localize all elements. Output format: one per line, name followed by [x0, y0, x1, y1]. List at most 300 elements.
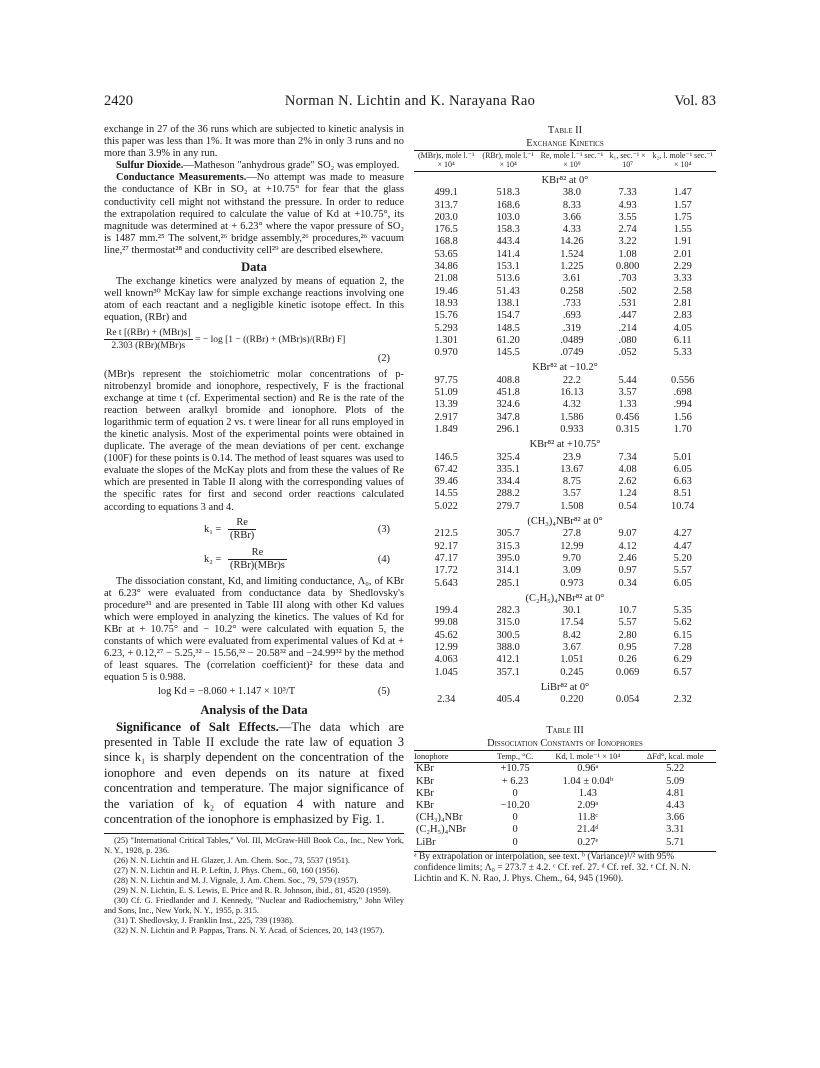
footnote: (27) N. N. Lichtin and H. P. Leftin, J. Phys. Chem., 60, 160 (1956).	[114, 866, 340, 876]
equation-numerator: Re	[228, 547, 287, 560]
table-cell: 16.13	[560, 387, 584, 399]
table-cell: 0.258	[560, 285, 584, 297]
table-cell: 3.09	[562, 565, 581, 577]
column-header: Re, mole l.⁻¹ sec.⁻¹ × 10⁹	[538, 151, 606, 172]
table-cell: 324.6	[496, 399, 520, 411]
table-cell: 8.75	[562, 476, 581, 488]
table-cell: .0749	[560, 347, 584, 359]
table-cell: 51.43	[496, 285, 520, 297]
table-cell: 3.66	[562, 211, 581, 223]
table-cell: 103.0	[496, 211, 520, 223]
table-row	[414, 476, 716, 488]
table-row	[414, 837, 716, 849]
footnote: (30) Cf. G. Friedlander and J. Kennedy, "Nuclear and Radiochemistry," John Wiley and Sons, Inc., New York, N. Y., 1955, p. 315.	[104, 896, 404, 916]
right-column	[414, 124, 716, 885]
paragraph-text: —Matheson "anhydrous grade" SO₂ was employed.	[183, 160, 400, 172]
table-cell: 1.508	[560, 500, 584, 512]
table-cell: 347.8	[496, 411, 520, 423]
table-cell: 288.2	[496, 488, 520, 500]
table-cell: 0.34	[618, 577, 637, 589]
table-row	[414, 412, 716, 424]
table-cell: 168.6	[496, 199, 520, 211]
table-cell: 45.62	[434, 629, 458, 641]
table-cell: .531	[618, 297, 637, 309]
table-cell: 4.05	[673, 322, 692, 334]
table-cell: 2.81	[673, 297, 692, 309]
table-cell: 1.55	[673, 224, 692, 236]
equation-fraction	[228, 547, 287, 572]
table-cell: 513.6	[496, 273, 520, 285]
column-header: k₁, sec.⁻¹ × 10⁷	[606, 151, 650, 172]
footnote: (29) N. N. Lichtin, E. S. Lewis, E. Price and R. R. Johnson, ibid., 81, 4520 (1959).	[114, 886, 391, 896]
table-cell: 23.9	[562, 451, 581, 463]
table-cell: 0	[512, 836, 518, 848]
table-cell: 0.933	[560, 423, 584, 435]
table-cell: 203.0	[434, 211, 458, 223]
table-cell: 5.44	[618, 374, 637, 386]
table-cell: 5.33	[673, 347, 692, 359]
table-cell: 6.15	[673, 629, 692, 641]
table-3-title: Dissociation Constants of Ionophores	[487, 738, 643, 750]
table-cell: 38.0	[562, 187, 581, 199]
table-cell: 315.0	[496, 617, 520, 629]
table-cell: 1.04 ± 0.04ᵇ	[562, 775, 614, 787]
table-cell: 212.5	[434, 528, 458, 540]
equation-numerator: Re	[228, 517, 256, 530]
table-cell: 7.28	[673, 641, 692, 653]
equation-denominator: (RBr)(MBr)s	[230, 559, 285, 571]
table-cell: 176.5	[434, 224, 458, 236]
table-cell: 499.1	[434, 187, 458, 199]
table-row	[414, 812, 716, 824]
paragraph-text: —The data which are presented in Table II exclude the rate law of equation 3 since k₁ is sharply dependent on the concentration of the ionophore and even depends on its nature at fixed concentration and temperature. The major significance of the variation of k₂ of equation 4 with nature and concentration of the ionophore is emphasized by Fig. 1.	[104, 719, 404, 826]
table-body	[414, 172, 716, 707]
table-cell: 285.1	[496, 577, 520, 589]
equation-numerator: Re t [(RBr) + (MBr)s]	[104, 327, 193, 340]
equation-number: (3)	[377, 523, 390, 535]
table-cell: 67.42	[434, 463, 458, 475]
table-cell: 1.70	[673, 423, 692, 435]
table-cell: 5.62	[673, 617, 692, 629]
table-cell: 34.86	[434, 261, 458, 273]
table-row	[414, 788, 716, 800]
equation-3	[104, 516, 404, 544]
table-cell: 5.09	[666, 775, 685, 787]
table-cell: 4.81	[666, 787, 685, 799]
table-cell: .994	[673, 399, 692, 411]
dissociation-constants-table	[414, 750, 716, 848]
table-row	[414, 553, 716, 565]
table-cell: 4.12	[618, 540, 637, 552]
table-cell: 296.1	[496, 423, 520, 435]
table-cell: 1.524	[560, 248, 584, 260]
table-row	[414, 298, 716, 310]
table-cell: 2.917	[434, 411, 458, 423]
table-cell: 146.5	[434, 451, 458, 463]
table-cell: 10.74	[671, 500, 695, 512]
table-cell: 300.5	[496, 629, 520, 641]
table-cell: 0.220	[560, 694, 584, 706]
table-cell: 12.99	[434, 641, 458, 653]
table-cell: .0489	[560, 334, 584, 346]
table-row	[414, 776, 716, 788]
table-row	[414, 605, 716, 617]
table-cell: KBr	[416, 787, 434, 799]
running-header	[104, 93, 716, 109]
table-cell: 138.1	[496, 297, 520, 309]
table-cell: 4.43	[666, 800, 685, 812]
table-cell: 27.8	[562, 528, 581, 540]
table-cell: (CH₃)₄NBr	[416, 812, 463, 824]
footnote: (32) N. N. Lichtin and P. Pappas, Trans. N. Y. Acad. of Sciences, 20, 143 (1957).	[114, 926, 385, 936]
table-cell: 6.05	[673, 577, 692, 589]
table-cell: 4.47	[673, 540, 692, 552]
equation-denominator: 2.303 (RBr)(MBr)s	[111, 340, 186, 351]
table-row	[414, 224, 716, 236]
table-cell: .693	[562, 310, 581, 322]
table-cell: 5.01	[673, 451, 692, 463]
table-cell: 5.71	[666, 836, 685, 848]
table-cell: 395.0	[496, 552, 520, 564]
table-cell: 0.245	[560, 666, 584, 678]
left-column	[104, 124, 404, 936]
table-cell: 7.34	[618, 451, 637, 463]
column-header: (MBr)s, mole l.⁻¹ × 10⁴	[414, 151, 478, 172]
table-row	[414, 424, 716, 436]
table-cell: 2.80	[618, 629, 637, 641]
table-row	[414, 528, 716, 540]
table-cell: 154.7	[496, 310, 520, 322]
table-cell: 282.3	[496, 605, 520, 617]
table-cell: 2.83	[673, 310, 692, 322]
table-section-heading	[414, 359, 716, 374]
volume-label: Vol. 83	[674, 93, 716, 109]
table-cell: 3.57	[618, 387, 637, 399]
equation-5	[104, 686, 404, 700]
column-header: Ionophore	[414, 751, 489, 763]
table-row	[414, 335, 716, 347]
table-section-heading	[414, 590, 716, 605]
equation-denominator: (RBr)	[230, 529, 255, 541]
table-cell: 4.32	[562, 399, 581, 411]
table-cell: 2.46	[618, 552, 637, 564]
table-row	[414, 236, 716, 248]
table-row	[414, 654, 716, 666]
table-cell: 61.20	[496, 334, 520, 346]
table-cell: 13.67	[560, 463, 584, 475]
table-row	[414, 578, 716, 590]
paragraph: The exchange kinetics were analyzed by means of equation 2, the well known³⁰ McKay law for simple exchange reactions involving one atom of each reactant and a negligible kinetic isotope effect. In this equation, (RBr) and	[104, 276, 404, 324]
table-cell: 0.069	[615, 666, 640, 678]
table-cell: 1.301	[434, 334, 458, 346]
table-row	[414, 273, 716, 285]
table-row	[414, 464, 716, 476]
table-cell: 8.33	[562, 199, 581, 211]
table-cell: 10.7	[618, 605, 637, 617]
table-cell: 0.556	[671, 374, 695, 386]
equation-lhs: k₁ =	[204, 523, 222, 535]
table-cell: 0.315	[615, 423, 640, 435]
table-row	[414, 824, 716, 836]
section-title: (C₂H₅)₄NBr⁸² at 0°	[525, 592, 605, 604]
table-cell: 4.93	[618, 199, 637, 211]
page-number: 2420	[104, 93, 133, 109]
table-cell: 279.7	[496, 500, 520, 512]
section-title: KBr⁸² at −10.2°	[532, 362, 598, 374]
table-cell: 53.65	[434, 248, 458, 260]
table-cell: 6.57	[673, 666, 692, 678]
table-cell: 1.75	[673, 211, 692, 223]
table-cell: 5.643	[434, 577, 458, 589]
table-row	[414, 565, 716, 577]
table-cell: 1.586	[560, 411, 584, 423]
table-row	[414, 387, 716, 399]
section-heading-data: Data	[241, 260, 267, 275]
equation-lhs: k₂ =	[204, 553, 222, 565]
table-cell: 1.849	[434, 423, 458, 435]
table-cell: 17.54	[560, 617, 584, 629]
table-cell: 14.26	[560, 236, 584, 248]
table-cell: 8.42	[562, 629, 581, 641]
column-header: (RBr), mole l.⁻¹ × 10⁴	[478, 151, 538, 172]
table-cell: 1.08	[618, 248, 637, 260]
table-cell: +10.75	[500, 763, 530, 775]
table-body	[414, 763, 716, 849]
table-cell: 1.225	[560, 261, 584, 273]
paragraph: (MBr)s represent the stoichiometric molar concentrations of p-nitrobenzyl bromide and ionophore, respectively, F is the fractional exchange at time t (cf. Experimental section) and Re is the rate of the reaction between aralkyl bromide and ionophore. Plots of the logarithmic term of equation 2 vs. t were linear for all runs employed in the kinetic analysis. Most of the experimental points were obtained in duplicate. The average of the mean deviations of per cent. exchange (100F) for these points is 0.14. The method of least squares was used to evaluate the slopes of the McKay plots and from these the values of Re which are presented in Table II along with the corresponding values of the specific rates for first and second order reactions calculated according to equations 3 and 4.	[104, 368, 404, 513]
equation-fraction	[228, 517, 256, 542]
paragraph-text: —No attempt was made to measure the conductance of KBr in SO₂ at +10.75° for fear that the glass conductivity cell might not withstand the pressure. In order to reduce the extrapolation required to calculate the value of Kd at +10.75°, its magnitude was determined at + 6.23° where the vapor pressure of SO₂ is 1487 mm.²⁵ The solvent,²⁶ bridge assembly,²⁶ procedures,²⁶ vacuum line,²⁷ thermostat²⁸ and conductivity cell²⁹ are described elsewhere.	[104, 172, 404, 256]
table-cell: 313.7	[434, 199, 458, 211]
table-cell: 1.24	[618, 488, 637, 500]
table-cell: 199.4	[434, 605, 458, 617]
table-cell: −10.20	[500, 800, 530, 812]
table-cell: 305.7	[496, 528, 520, 540]
table-section-heading	[414, 436, 716, 451]
table-cell: .447	[618, 310, 637, 322]
table-cell: 314.1	[496, 565, 520, 577]
table-cell: .733	[562, 297, 581, 309]
table-cell: KBr	[416, 800, 434, 812]
table-cell: + 6.23	[501, 775, 529, 787]
section-title: KBr⁸² at 0°	[541, 175, 589, 186]
table-cell: 22.2	[562, 374, 581, 386]
table-row	[414, 212, 716, 224]
table-cell: 6.63	[673, 476, 692, 488]
equation-number: (2)	[377, 352, 390, 364]
table-cell: 4.08	[618, 463, 637, 475]
table-cell: 2.58	[673, 285, 692, 297]
table-row	[414, 800, 716, 812]
table-cell: 8.51	[673, 488, 692, 500]
table-row	[414, 501, 716, 513]
table-cell: 518.3	[496, 187, 520, 199]
table-cell: 6.11	[673, 334, 692, 346]
table-cell: 3.61	[562, 273, 581, 285]
table-row	[414, 323, 716, 335]
table-cell: 5.35	[673, 605, 692, 617]
table-cell: 11.8ᶜ	[577, 812, 599, 824]
equation-body: log Kd = −8.060 + 1.147 × 10³/T	[158, 686, 296, 698]
table-row	[414, 310, 716, 322]
table-row	[414, 261, 716, 273]
table-cell: KBr	[416, 775, 434, 787]
table-cell: 388.0	[496, 641, 520, 653]
table-cell: 5.022	[434, 500, 458, 512]
table-cell: 47.17	[434, 552, 458, 564]
table-cell: 0.97	[618, 565, 637, 577]
table-cell: 14.55	[434, 488, 458, 500]
table-cell: 3.67	[562, 641, 581, 653]
table-cell: 9.70	[562, 552, 581, 564]
table-cell: 3.57	[562, 488, 581, 500]
run-in-heading: Sulfur Dioxide.	[116, 160, 184, 172]
footnote: (25) "International Critical Tables," Vol. III, McGraw-Hill Book Co., Inc., New York, N. Y., 1928, p. 236.	[104, 836, 404, 856]
paragraph: exchange in 27 of the 36 runs which are subjected to kinetic analysis in this paper was less than 1%. It was more than 2% in only 3 runs and no more than 3.9% in any run.	[104, 124, 404, 160]
paragraph: The dissociation constant, Kd, and limiting conductance, Λ₀, of KBr at 6.23° were evaluated from conductance data by Shedlovsky's procedure³¹ and are presented in Table III along with other Kd values which were employed in analyzing the kinetics. The values of Kd for KBr at + 10.75° and − 10.2° were calculated with equation 5, the constants of which were evaluated from experimental values of Kd at + 6.23, + 0.12,²⁷ − 5.25,³² − 15.56,³² − 20.58³² and −24.99³² by the method of least squares. The (correlation coefficient)² for these data and equation 5 is 0.988.	[104, 575, 404, 684]
table-cell: 0	[512, 824, 518, 836]
footnote: (31) T. Shedlovsky, J. Franklin Inst., 225, 739 (1938).	[114, 916, 294, 926]
table-cell: 451.8	[496, 387, 520, 399]
section-heading-analysis: Analysis of the Data	[200, 703, 308, 718]
table-cell: .698	[673, 387, 692, 399]
footnote: (28) N. N. Lichtin and M. J. Vignale, J. Am. Chem. Soc., 79, 579 (1957).	[114, 876, 359, 886]
table-cell: KBr	[416, 763, 434, 775]
table-cell: 145.5	[496, 347, 520, 359]
table-cell: 0	[512, 812, 518, 824]
equation-4	[104, 546, 404, 574]
table-cell: 3.31	[666, 824, 685, 836]
table-cell: 158.3	[496, 224, 520, 236]
table-cell: 1.57	[673, 199, 692, 211]
equation-fraction	[104, 327, 193, 352]
paragraph-sulfur-dioxide	[104, 160, 404, 172]
footnote: (26) N. N. Lichtin and H. Glazer, J. Am. Chem. Soc., 73, 5537 (1951).	[114, 856, 350, 866]
table-cell: 0.800	[615, 261, 640, 273]
table-cell: 13.39	[434, 399, 458, 411]
table-cell: 5.293	[434, 322, 458, 334]
column-header: ΔFd°, kcal. mole	[634, 751, 716, 763]
table-row	[414, 249, 716, 261]
table-cell: 0.26	[618, 654, 637, 666]
table-row	[414, 617, 716, 629]
table-cell: 0.973	[560, 577, 584, 589]
table-cell: 0.456	[615, 411, 640, 423]
table-cell: .080	[618, 334, 637, 346]
table-cell: 1.33	[618, 399, 637, 411]
table-cell: 2.34	[437, 694, 456, 706]
table-row	[414, 452, 716, 464]
equation-number: (4)	[377, 553, 390, 565]
table-cell: 408.8	[496, 374, 520, 386]
table-cell: 141.4	[496, 248, 520, 260]
table-cell: 92.17	[434, 540, 458, 552]
table-cell: 18.93	[434, 297, 458, 309]
table-cell: 39.46	[434, 476, 458, 488]
table-cell: 7.33	[618, 187, 637, 199]
table-row	[414, 763, 716, 776]
table-cell: 99.08	[434, 617, 458, 629]
table-cell: 4.27	[673, 528, 692, 540]
table-cell: 405.4	[496, 694, 520, 706]
table-cell: 148.5	[496, 322, 520, 334]
table-cell: 21.08	[434, 273, 458, 285]
table-cell: 357.1	[496, 666, 520, 678]
running-authors: Norman N. Lichtin and K. Narayana Rao	[284, 93, 536, 109]
table-cell: 6.05	[673, 463, 692, 475]
table-cell: 0.95	[618, 641, 637, 653]
table-cell: 4.33	[562, 224, 581, 236]
table-cell: 1.47	[673, 187, 692, 199]
table-cell: 0.054	[615, 694, 640, 706]
run-in-heading: Conductance Measurements.	[116, 172, 247, 184]
section-title: LiBr⁸² at 0°	[540, 681, 590, 693]
table-cell: 153.1	[496, 261, 520, 273]
table-cell: 97.75	[434, 374, 458, 386]
table-cell: 334.4	[496, 476, 520, 488]
table-row	[414, 488, 716, 500]
table-cell: 2.09ᵃ	[577, 800, 599, 812]
table-row	[414, 200, 716, 212]
table-row	[414, 286, 716, 298]
table-cell: 1.56	[673, 411, 692, 423]
table-cell: 2.32	[673, 694, 692, 706]
table-row	[414, 630, 716, 642]
table-cell: 3.22	[618, 236, 637, 248]
table-cell: 5.57	[673, 565, 692, 577]
table-cell: 325.4	[496, 451, 520, 463]
table-cell: 5.22	[666, 763, 685, 775]
table-cell: 335.1	[496, 463, 520, 475]
table-row	[414, 694, 716, 706]
table-cell: 30.1	[562, 605, 581, 617]
table-cell: 0.96ᵃ	[577, 763, 599, 775]
table-row	[414, 667, 716, 679]
table-row	[414, 375, 716, 387]
table-row	[414, 399, 716, 411]
table-cell: 15.76	[434, 310, 458, 322]
table-3-notes: ᵃ By extrapolation or interpolation, see text. ᵇ (Variance)¹/² with 95% confidence limits; Λ₀ = 273.7 ± 4.2. ᶜ Cf. ref. 27. ᵈ Cf. ref. 32. ᵉ Cf. N. N. Lichtin and K. N. Rao, J. Phys. Chem., 64, 945 (1960).	[414, 851, 716, 885]
table-cell: 12.99	[560, 540, 584, 552]
table-cell: 2.62	[618, 476, 637, 488]
table-cell: 168.8	[434, 236, 458, 248]
table-cell: 6.29	[673, 654, 692, 666]
table-cell: 0.970	[434, 347, 458, 359]
table-cell: 315.3	[496, 540, 520, 552]
table-cell: 3.55	[618, 211, 637, 223]
table-section-heading	[414, 172, 716, 188]
column-header: Kd, l. mole⁻¹ × 10⁴	[541, 751, 634, 763]
section-title: KBr⁸² at +10.75°	[529, 439, 601, 451]
table-cell: 0.54	[618, 500, 637, 512]
table-section-heading	[414, 513, 716, 528]
table-cell: 1.91	[673, 236, 692, 248]
column-header: k₂, l. mole⁻¹ sec.⁻¹ × 10⁴	[649, 151, 716, 172]
table-cell: 2.29	[673, 261, 692, 273]
table-row	[414, 642, 716, 654]
table-cell: 1.051	[560, 654, 584, 666]
table-cell: 1.43	[578, 787, 597, 799]
table-row	[414, 347, 716, 359]
exchange-kinetics-table	[414, 150, 716, 706]
table-cell: .052	[618, 347, 637, 359]
table-cell: 0	[512, 787, 518, 799]
table-section-heading	[414, 679, 716, 694]
table-cell: 2.01	[673, 248, 692, 260]
table-cell: 9.07	[618, 528, 637, 540]
table-cell: (C₂H₅)₄NBr	[416, 824, 467, 836]
table-cell: .703	[618, 273, 637, 285]
